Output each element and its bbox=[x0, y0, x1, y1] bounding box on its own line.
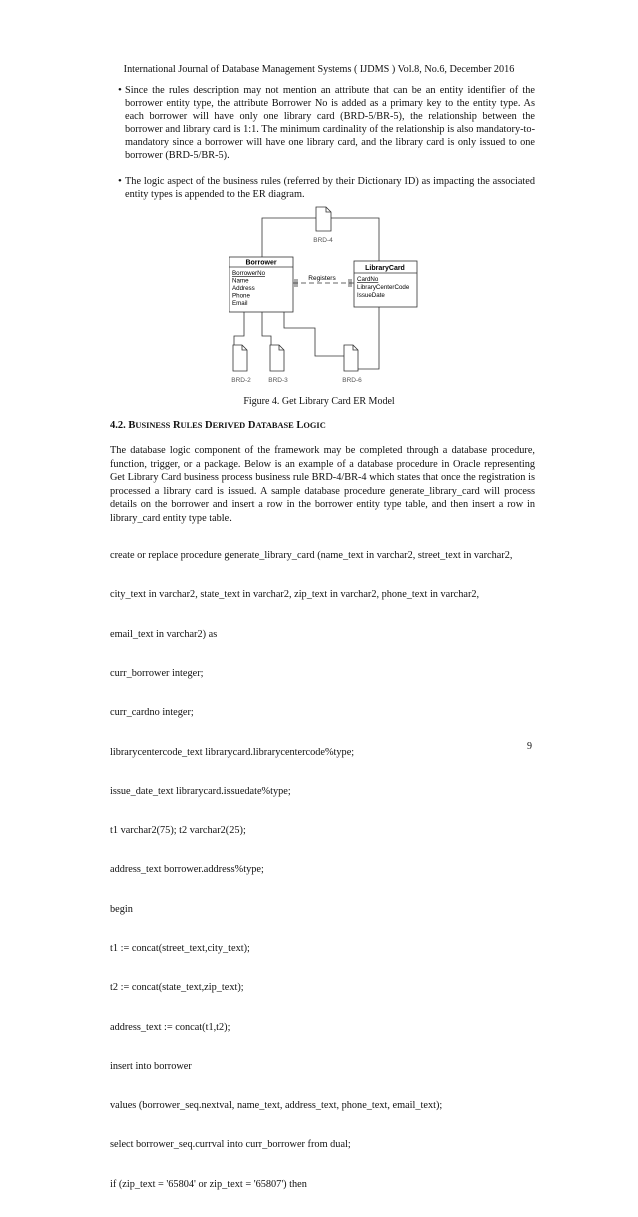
section-heading bbox=[110, 420, 326, 431]
heading-word: DATABASE bbox=[247, 420, 294, 431]
document-label-brd3: BRD-3 bbox=[268, 377, 288, 384]
code-line: curr_borrower integer; bbox=[110, 668, 204, 680]
borrower-attribute: BorrowerNo bbox=[232, 270, 266, 277]
code-line: city_text in varchar2, state_text in varchar2, zip_text in varchar2, phone_text in varchar2, bbox=[110, 589, 480, 601]
document-icon-brd4 bbox=[316, 207, 331, 231]
librarycard-entity bbox=[354, 261, 417, 307]
document-label-brd4: BRD-4 bbox=[313, 237, 333, 244]
connector-borrower-brd6 bbox=[284, 312, 344, 356]
librarycard-attribute: LibraryCenterCode bbox=[357, 284, 410, 291]
running-head: International Journal of Database Management Systems ( IJDMS ) Vol.8, No.6, December 2016 bbox=[123, 64, 515, 75]
connector-brd4-librarycard bbox=[330, 218, 379, 261]
bullet-text: The logic aspect of the business rules (referred by their Dictionary ID) as impacting the associated entity types is appended to the ER diagram. bbox=[125, 176, 535, 201]
code-line: curr_cardno integer; bbox=[110, 707, 194, 719]
connector-borrower-brd2 bbox=[234, 312, 244, 345]
borrower-attribute: Address bbox=[232, 285, 255, 292]
figure-caption: Figure 4. Get Library Card ER Model bbox=[243, 396, 395, 407]
plsql-code-block bbox=[110, 523, 540, 1217]
document-icon-brd6 bbox=[344, 345, 358, 371]
page-number: 9 bbox=[527, 741, 532, 752]
code-line: create or replace procedure generate_library_card (name_text in varchar2, street_text in varchar2, bbox=[110, 550, 513, 562]
heading-word: LOGIC bbox=[296, 420, 326, 431]
connector-borrower-brd3 bbox=[262, 312, 271, 345]
code-line: address_text := concat(t1,t2); bbox=[110, 1021, 231, 1033]
borrower-attribute: Name bbox=[232, 277, 249, 285]
section-paragraph: The database logic component of the framework may be completed through a database procedure, function, trigger, or a package. Below is an example of a database procedure in Oracle representing Get Library Card business process business rule BRD-4/BR-4 which states that once the registration is processed a library card is issued. A sample database procedure generate_library_card will process details on the borrower and insert a row in the borrower entity type table, and then insert a row in library_card entity type table. bbox=[110, 445, 535, 524]
code-line: values (borrower_seq.nextval, name_text, address_text, phone_text, email_text); bbox=[110, 1100, 443, 1112]
librarycard-attribute: CardNo bbox=[357, 276, 379, 283]
bullet-symbol: • bbox=[118, 84, 122, 96]
code-line: insert into borrower bbox=[110, 1060, 192, 1072]
code-line: address_text borrower.address%type; bbox=[110, 864, 264, 876]
document-icon-brd3 bbox=[270, 345, 284, 371]
borrower-entity bbox=[229, 257, 293, 312]
heading-word: BUSINESS bbox=[128, 420, 171, 431]
borrower-attribute: Phone bbox=[232, 292, 250, 300]
code-line: issue_date_text librarycard.issuedate%type; bbox=[110, 785, 291, 797]
librarycard-entity-title: LibraryCard bbox=[365, 265, 405, 272]
code-line: librarycentercode_text librarycard.librarycentercode%type; bbox=[110, 746, 355, 758]
heading-word: DERIVED bbox=[205, 420, 246, 431]
relationship-label: Registers bbox=[308, 275, 336, 282]
er-diagram bbox=[229, 204, 419, 388]
code-line: t1 := concat(street_text,city_text); bbox=[110, 943, 250, 954]
bullet-symbol: • bbox=[118, 175, 122, 187]
document-label-brd2: BRD-2 bbox=[231, 377, 251, 384]
bullet-item-logic-aspect bbox=[118, 175, 535, 201]
connector-borrower-brd4 bbox=[262, 218, 316, 257]
code-line: t1 varchar2(75); t2 varchar2(25); bbox=[110, 825, 246, 837]
section-number: 4.2. bbox=[110, 420, 126, 431]
bullet-text: Since the rules description may not mention an attribute that can be an entity identifier of the borrower entity type, the attribute Borrower No is added as a primary key to the entity type. As each borrower will have only one library card (BRD-5/BR-5), the relationship between the borrower and library card is 1:1. The minimum cardinality of the relationship is also mandatory-to-mandatory since a borrower will have one library card, and the library card is only issued to one borrower (BRD-5/BR-5). bbox=[125, 85, 535, 162]
code-line: t2 := concat(state_text,zip_text); bbox=[110, 982, 244, 994]
librarycard-attribute: IssueDate bbox=[357, 292, 385, 299]
heading-word: RULES bbox=[172, 420, 203, 431]
borrower-attribute: Email bbox=[232, 300, 248, 307]
code-line: begin bbox=[110, 903, 133, 915]
code-line: select borrower_seq.currval into curr_borrower from dual; bbox=[110, 1139, 351, 1151]
code-line: if (zip_text = '65804' or zip_text = '65807') then bbox=[110, 1178, 307, 1190]
code-line: email_text in varchar2) as bbox=[110, 628, 218, 640]
document-label-brd6: BRD-6 bbox=[342, 377, 362, 384]
bullet-item-primary-key bbox=[118, 84, 535, 163]
borrower-entity-title: Borrower bbox=[245, 259, 277, 267]
document-icon-brd2 bbox=[233, 345, 247, 371]
